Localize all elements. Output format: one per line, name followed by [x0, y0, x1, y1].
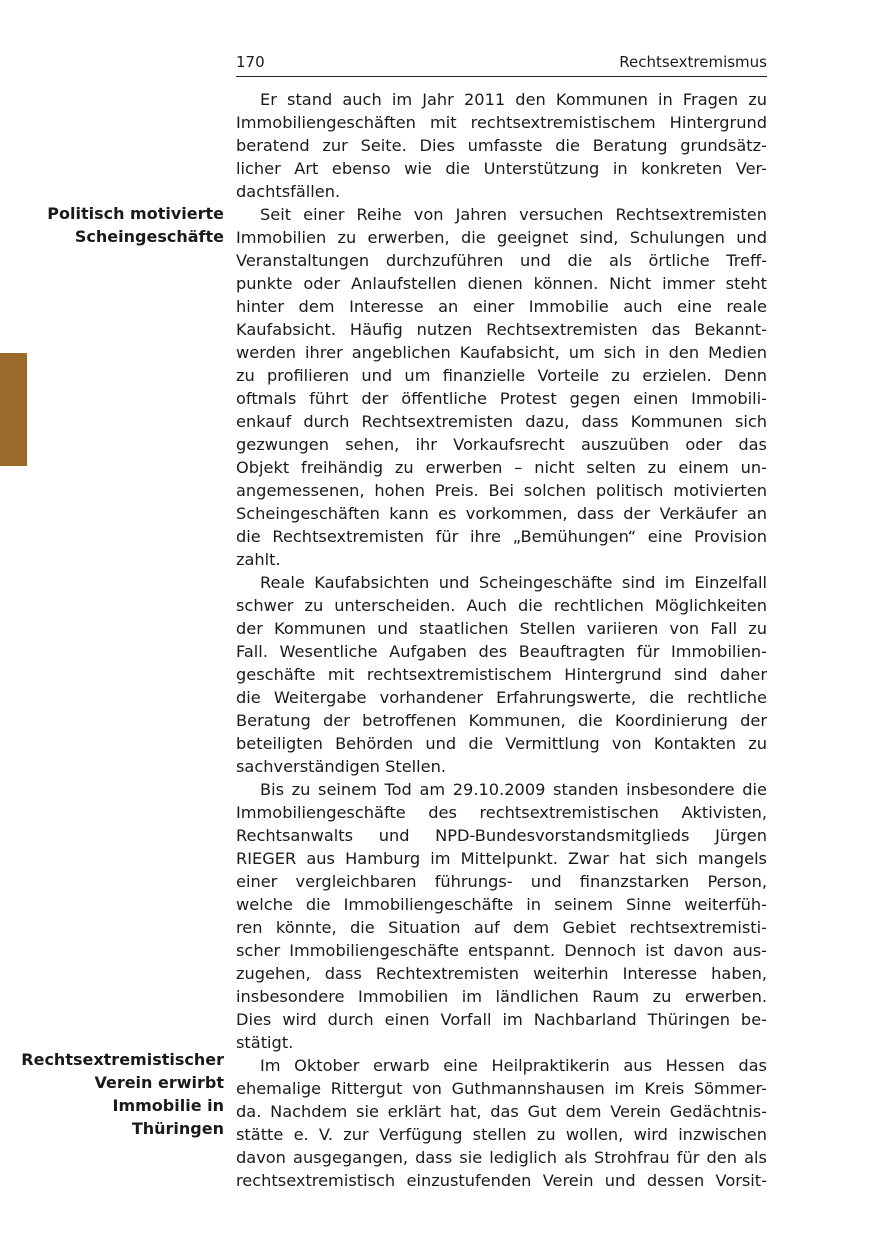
- text-line: da. Nachdem sie erklärt hat, das Gut dem Verein Gedächtnis-: [236, 1102, 767, 1121]
- text-line: stätigt.: [236, 1033, 294, 1052]
- marginal-line: Politisch motivierte: [47, 204, 224, 223]
- text-line: zugehen, dass Rechtextremisten weiterhin Interesse haben,: [236, 964, 767, 983]
- text-line: Scheingeschäften kann es vorkommen, dass der Verkäufer an: [236, 504, 767, 523]
- paragraph: [236, 571, 767, 778]
- paragraph: [236, 778, 767, 1054]
- text-line: licher Art ebenso wie die Unterstützung in konkreten Ver-: [236, 159, 767, 178]
- text-line: Dies wird durch einen Vorfall im Nachbarland Thüringen be-: [236, 1010, 767, 1029]
- text-line: Rechtsanwalts und NPD-Bundesvorstandsmitglieds Jürgen: [236, 826, 767, 845]
- text-line: schwer zu unterscheiden. Auch die rechtlichen Möglichkeiten: [236, 596, 767, 615]
- text-line: enkauf durch Rechtsextremisten dazu, dass Kommunen sich: [236, 412, 767, 431]
- page-number: 170: [236, 53, 265, 71]
- text-line: Objekt freihändig zu erwerben – nicht selten zu einem un-: [236, 458, 767, 477]
- text-line: angemessenen, hohen Preis. Bei solchen politisch motivierten: [236, 481, 767, 500]
- text-line: Im Oktober erwarb eine Heilpraktikerin aus Hessen das: [260, 1056, 767, 1075]
- chapter-tab-marker: [0, 353, 27, 466]
- text-line: Immobiliengeschäften mit rechtsextremistischem Hintergrund: [236, 113, 767, 132]
- text-line: beratend zur Seite. Dies umfasste die Beratung grundsätz-: [236, 136, 767, 155]
- text-line: beteiligten Behörden und die Vermittlung von Kontakten zu: [236, 734, 767, 753]
- text-line: punkte oder Anlaufstellen dienen können. Nicht immer steht: [236, 274, 767, 293]
- text-line: ehemalige Rittergut von Guthmannshausen im Kreis Sömmer-: [236, 1079, 767, 1098]
- text-line: davon ausgegangen, dass sie lediglich als Strohfrau für den als: [236, 1148, 767, 1167]
- marginal-line: Rechtsextremistischer: [21, 1050, 224, 1069]
- text-line: welche die Immobiliengeschäfte in seinem Sinne weiterfüh-: [236, 895, 767, 914]
- text-line: rechtsextremistisch einzustufenden Verein und dessen Vorsit-: [236, 1171, 767, 1190]
- page-header: [236, 50, 767, 77]
- text-line: Er stand auch im Jahr 2011 den Kommunen in Fragen zu: [260, 90, 767, 109]
- text-line: zahlt.: [236, 550, 281, 569]
- text-line: Kaufabsicht. Häufig nutzen Rechtsextremisten das Bekannt-: [236, 320, 767, 339]
- text-line: Immobilien zu erwerben, die geeignet sind, Schulungen und: [236, 228, 767, 247]
- text-line: RIEGER aus Hamburg im Mittelpunkt. Zwar hat sich mangels: [236, 849, 767, 868]
- text-line: scher Immobiliengeschäfte entspannt. Dennoch ist davon aus-: [236, 941, 767, 960]
- marginal-line: Thüringen: [131, 1119, 224, 1138]
- text-line: werden ihrer angeblichen Kaufabsicht, um sich in den Medien: [236, 343, 767, 362]
- text-line: Beratung der betroffenen Kommunen, die Koordinierung der: [236, 711, 767, 730]
- text-line: gezwungen sehen, ihr Vorkaufsrecht auszuüben oder das: [236, 435, 767, 454]
- text-line: Veranstaltungen durchzuführen und die als örtliche Treff-: [236, 251, 767, 270]
- text-line: Bis zu seinem Tod am 29.10.2009 standen insbesondere die: [260, 780, 767, 799]
- text-line: Seit einer Reihe von Jahren versuchen Rechtsextremisten: [260, 205, 767, 224]
- marginal-line: Verein erwirbt: [94, 1073, 224, 1092]
- paragraph: [236, 203, 767, 571]
- paragraph: [236, 88, 767, 203]
- text-line: einer vergleichbaren führungs- und finanzstarken Person,: [236, 872, 767, 891]
- text-line: dachtsfällen.: [236, 182, 341, 201]
- text-line: Immobiliengeschäfte des rechtsextremistischen Aktivisten,: [236, 803, 767, 822]
- text-line: hinter dem Interesse an einer Immobilie auch eine reale: [236, 297, 767, 316]
- running-title: Rechtsextremismus: [619, 53, 767, 71]
- text-line: Fall. Wesentliche Aufgaben des Beauftragten für Immobilien-: [236, 642, 767, 661]
- text-line: der Kommunen und staatlichen Stellen variieren von Fall zu: [236, 619, 767, 638]
- marginal-note-verein-thueringen: [21, 1048, 224, 1140]
- paragraph: [236, 1054, 767, 1192]
- text-line: oftmals führt der öffentliche Protest gegen einen Immobili-: [236, 389, 767, 408]
- text-line: stätte e. V. zur Verfügung stellen zu wollen, wird inzwischen: [236, 1125, 767, 1144]
- text-line: zu profilieren und um finanzielle Vorteile zu erzielen. Denn: [236, 366, 767, 385]
- text-line: insbesondere Immobilien im ländlichen Raum zu erwerben.: [236, 987, 767, 1006]
- marginal-note-scheingeschaefte: [47, 202, 224, 248]
- text-line: sachverständigen Stellen.: [236, 757, 447, 776]
- marginal-line: Immobilie in: [112, 1096, 224, 1115]
- body-text: [236, 88, 767, 1192]
- text-line: die Weitergabe vorhandener Erfahrungswerte, die rechtliche: [236, 688, 767, 707]
- text-line: geschäfte mit rechtsextremistischem Hintergrund sind daher: [236, 665, 767, 684]
- marginal-line: Scheingeschäfte: [74, 227, 224, 246]
- text-line: ren könnte, die Situation auf dem Gebiet rechtsextremisti-: [236, 918, 767, 937]
- text-line: die Rechtsextremisten für ihre „Bemühungen“ eine Provision: [236, 527, 767, 546]
- text-line: Reale Kaufabsichten und Scheingeschäfte sind im Einzelfall: [260, 573, 767, 592]
